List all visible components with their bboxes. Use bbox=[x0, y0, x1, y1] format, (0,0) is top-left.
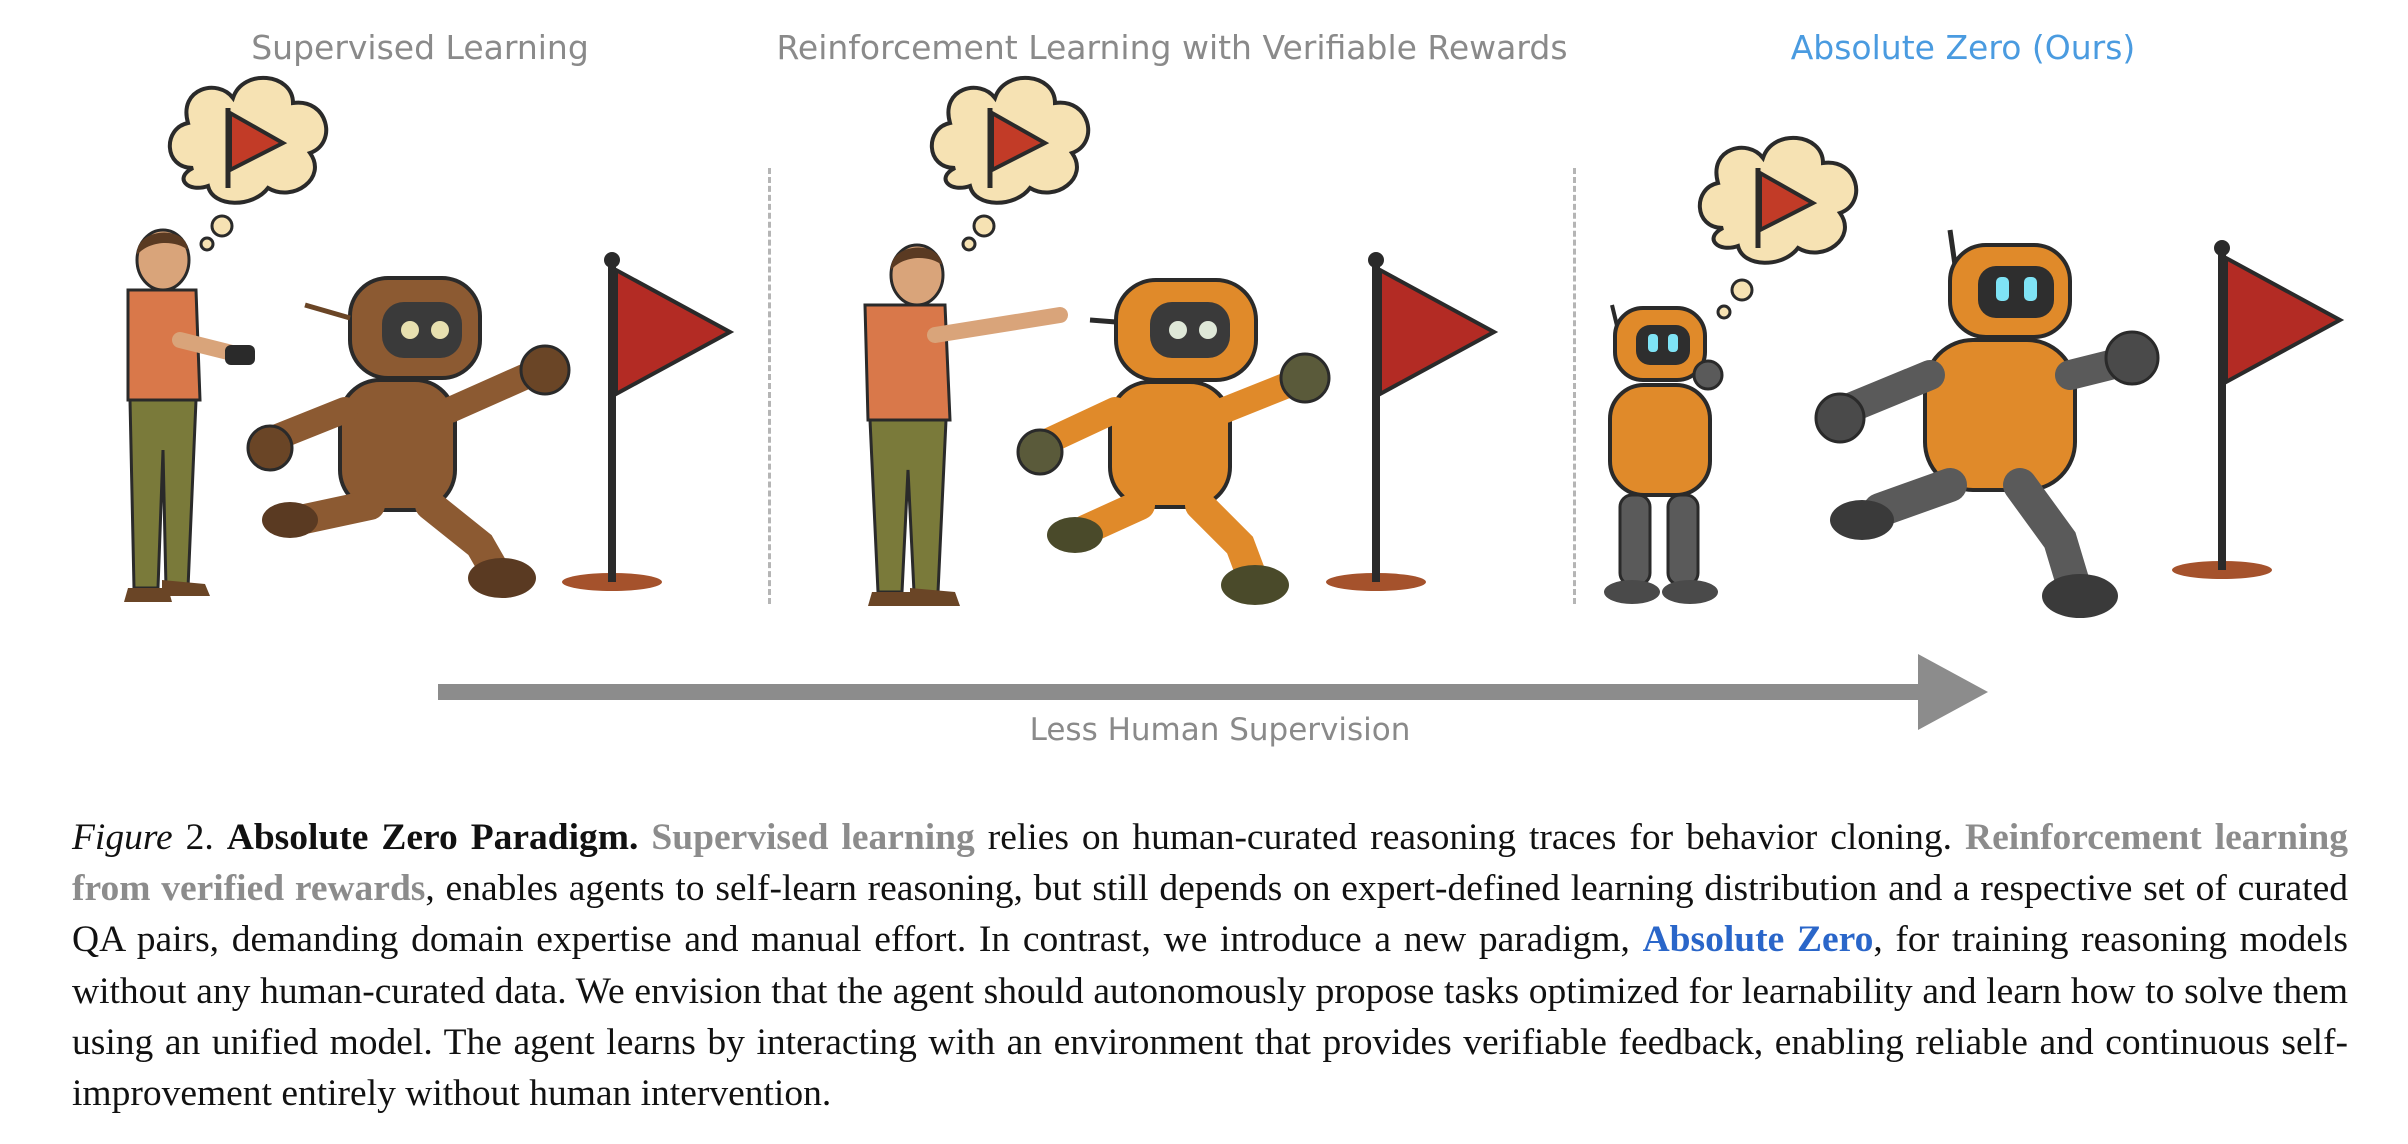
figure-label: Figure bbox=[72, 817, 173, 858]
thought-bubble-icon bbox=[1700, 138, 1856, 318]
term-rlvr: Reinforcement learning from verified rewards bbox=[72, 817, 2349, 910]
caption-text: , enables agents to self-learn reasoning, but still depends on expert-defined learning distribution and a respective set of curated QA pairs, demanding domain expertise and manual effort. In contrast, we introduce a new paradigm, bbox=[72, 868, 2348, 961]
robot-icon bbox=[248, 278, 569, 598]
thought-bubble-icon bbox=[170, 78, 326, 250]
flag-icon bbox=[562, 252, 730, 591]
panel-title-absolute-zero: Absolute Zero (Ours) bbox=[1790, 28, 2136, 67]
panel-title-rlvr: Reinforcement Learning with Verifiable Rewards bbox=[776, 28, 1568, 67]
robot-icon bbox=[1018, 280, 1329, 605]
person-icon bbox=[865, 245, 1060, 606]
figure-caption bbox=[72, 812, 2348, 1119]
flag-icon bbox=[2172, 240, 2340, 579]
person-icon bbox=[124, 230, 255, 602]
robot-icon bbox=[1816, 230, 2158, 618]
term-supervised-learning: Supervised learning bbox=[651, 817, 975, 858]
panel-title-supervised: Supervised Learning bbox=[251, 28, 589, 67]
thought-bubble-icon bbox=[932, 78, 1088, 250]
term-absolute-zero: Absolute Zero bbox=[1642, 919, 1874, 961]
robot-icon bbox=[1604, 305, 1722, 604]
arrow-label: Less Human Supervision bbox=[1029, 712, 1411, 748]
caption-text: relies on human-curated reasoning traces for behavior cloning. bbox=[974, 817, 1966, 858]
figure-number: 2. bbox=[185, 817, 214, 858]
figure-title: Absolute Zero Paradigm. bbox=[226, 817, 639, 858]
caption-text: , for training reasoning models without any human-curated data. We envision that the agent should autonomously propose tasks optimized for learnability and learn how to solve them using an unified model. The agent learns by interacting with an environment that provides verifiable feedback, enabling reliable and continuous self-improvement entirely without human intervention. bbox=[72, 919, 2348, 1115]
flag-icon bbox=[1326, 252, 1494, 591]
